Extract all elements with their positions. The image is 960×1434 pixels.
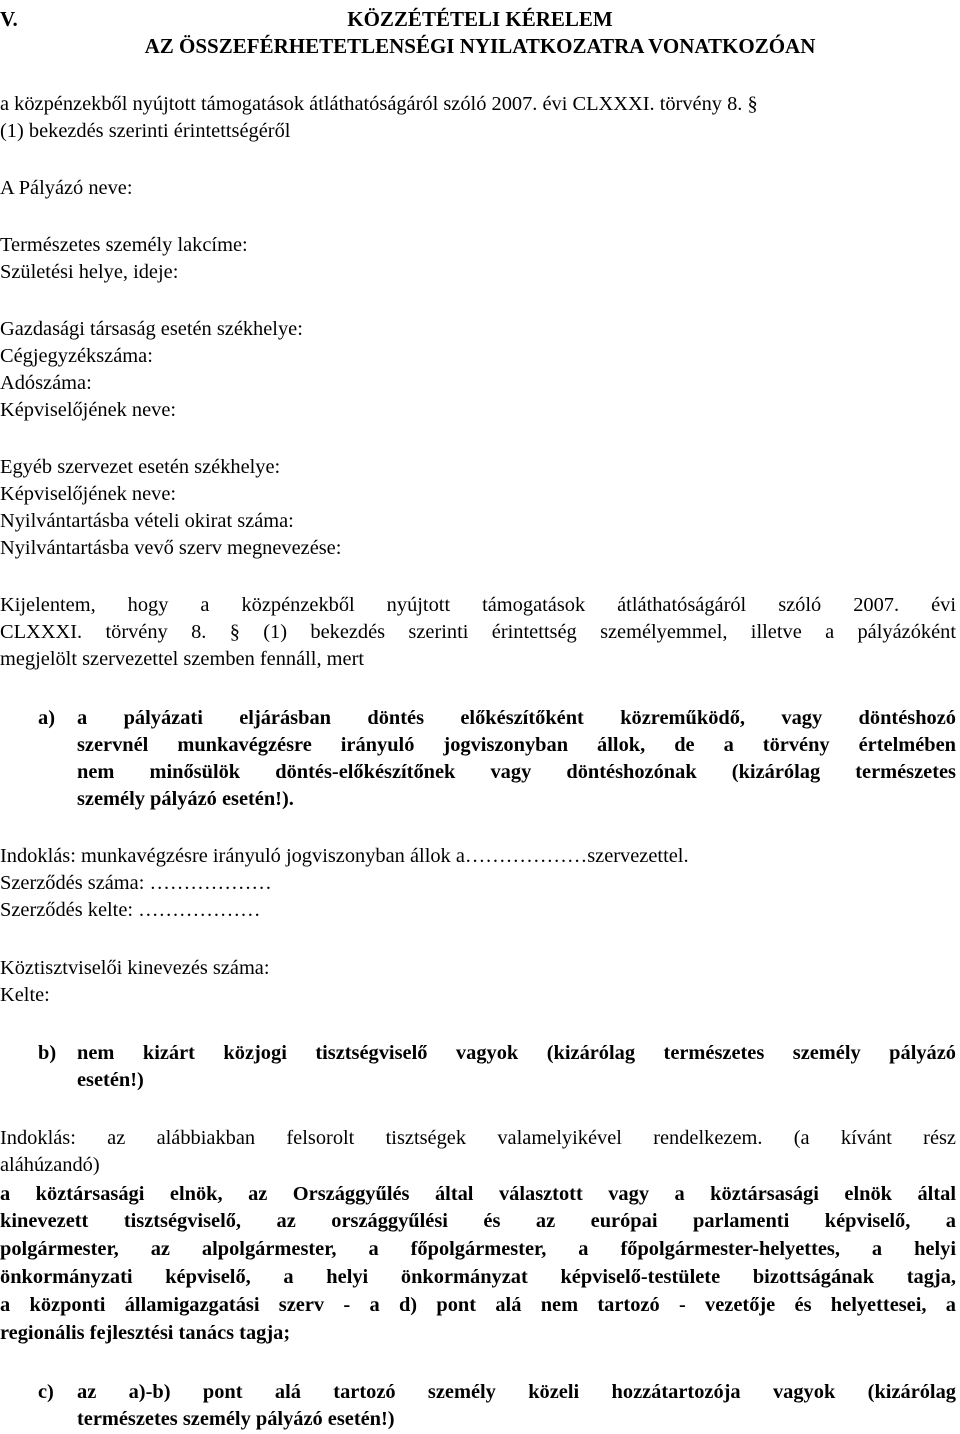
section-number: V. [0,7,18,31]
contract-date-label: Szerződés kelte: ……………… [0,899,261,921]
company-rep-label: Képviselőjének neve: [0,399,177,421]
option-c-line-2: természetes személy pályázó esetén!) [77,1408,395,1430]
page-subtitle: AZ ÖSSZEFÉRHETETLENSÉGI NYILATKOZATRA VONATKOZÓAN [144,34,816,58]
intro-line-1: a közpénzekből nyújtott támogatások átláthatóságáról szóló 2007. évi CLXXXI. törvény 8. § [0,93,758,115]
offices-line-6: regionális fejlesztési tanács tagja; [0,1322,291,1344]
option-b-line-2: esetén!) [77,1069,144,1091]
option-c-line-1: az a)-b) pont alá tartozó személy közeli hozzátartozója vagyok (kizárólag [77,1381,956,1403]
appointment-number-label: Köztisztviselői kinevezés száma: [0,957,270,979]
org-rep-label: Képviselőjének neve: [0,483,177,505]
option-b-line-1: nem kizárt közjogi tisztségviselő vagyok (kizárólag természetes személy pályázó [77,1042,956,1064]
declaration-line-3: megjelölt szervezettel szemben fennáll, mert [0,648,365,670]
option-a-marker: a) [38,707,55,729]
option-a-line-2: szervnél munkavégzésre irányuló jogviszonyban állok, de a törvény értelmében [77,734,956,756]
declaration-line-1: Kijelentem, hogy a közpénzekből nyújtott támogatások átláthatóságáról szóló 2007. évi [0,594,956,616]
option-a-line-3: nem minősülök döntés-előkészítőnek vagy döntéshozónak (kizárólag természetes [77,761,956,783]
justification-b-line-2: aláhúzandó) [0,1154,100,1176]
contract-number-label: Szerződés száma: ……………… [0,872,272,894]
offices-line-3: polgármester, az alpolgármester, a főpolgármester, a főpolgármester-helyettes, a helyi [0,1238,956,1260]
offices-line-1: a köztársasági elnök, az Országgyűlés által választott vagy a köztársasági elnök által [0,1183,956,1205]
justification-b-line-1: Indoklás: az alábbiakban felsorolt tisztségek valamelyikével rendelkezem. (a kívánt rész [0,1127,956,1149]
org-registrar-label: Nyilvántartásba vevő szerv megnevezése: [0,537,342,559]
option-b-marker: b) [38,1042,57,1064]
declaration-line-2: CLXXXI. törvény 8. § (1) bekezdés szerinti érintettség személyemmel, illetve a pályázóként [0,621,956,643]
offices-line-5: a központi államigazgatási szerv - a d) pont alá nem tartozó - vezetője és helyettesei, a [0,1294,956,1316]
option-a-line-4: személy pályázó esetén!). [77,788,294,810]
option-c-marker: c) [38,1381,54,1403]
page-title: KÖZZÉTÉTELI KÉRELEM [347,7,613,31]
intro-line-2: (1) bekezdés szerinti érintettségéről [0,120,291,142]
justification-a-line: Indoklás: munkavégzésre irányuló jogviszonyban állok a………………szervezettel. [0,845,689,867]
appointment-date-label: Kelte: [0,984,50,1006]
org-reg-doc-label: Nyilvántartásba vételi okirat száma: [0,510,294,532]
company-reg-no-label: Cégjegyzékszáma: [0,345,153,367]
address-label: Természetes személy lakcíme: [0,234,248,256]
company-seat-label: Gazdasági társaság esetén székhelye: [0,318,303,340]
option-a-line-1: a pályázati eljárásban döntés előkészítőként közreműködő, vagy döntéshozó [77,707,956,729]
birth-label: Születési helye, ideje: [0,261,179,283]
company-tax-no-label: Adószáma: [0,372,92,394]
offices-line-2: kinevezett tisztségviselő, az országgyűlési és az európai parlamenti képviselő, a [0,1210,956,1232]
applicant-name-label: A Pályázó neve: [0,177,133,199]
org-seat-label: Egyéb szervezet esetén székhelye: [0,456,281,478]
offices-line-4: önkormányzati képviselő, a helyi önkormányzat képviselő-testülete bizottságának tagja, [0,1266,956,1288]
